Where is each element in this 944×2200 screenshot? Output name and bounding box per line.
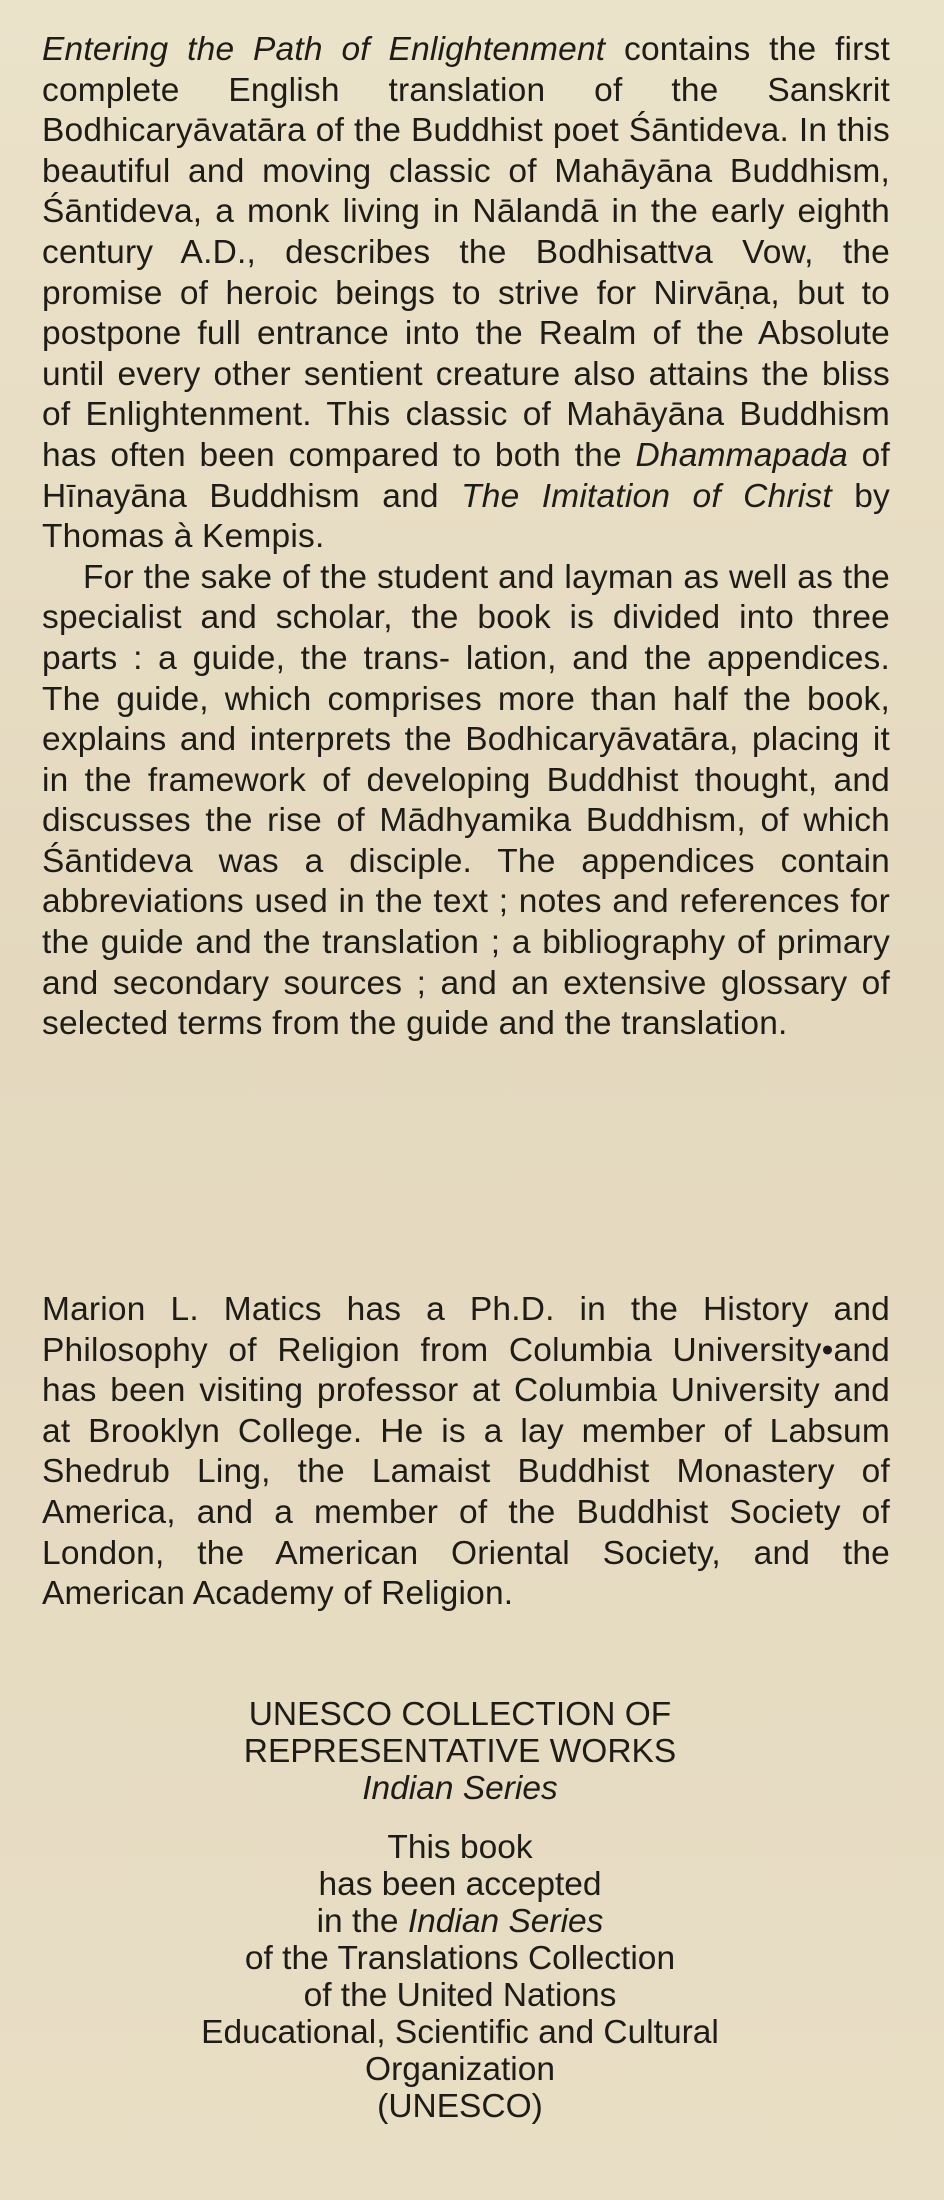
description-text: contains the first complete English translation of the Sanskrit Bodhicaryāvatāra of the Buddhist poet Śāntideva. In this beautiful and moving classic of Mahāyāna Buddhism, Śāntideva, a monk living in Nālandā in the early eighth century A.D., describes the Bodhisattva Vow, the promise of heroic beings to strive for Nirvāṇa, but to postpone full entrance into the Realm of the Absolute until every other sentient creature also attains the bliss of Enlightenment. This classic of Mahāyāna Buddhism has often been compared to both the — [42, 31, 890, 474]
acceptance-line: of the United Nations — [303, 1977, 617, 2014]
description-paragraph-2: For the sake of the student and layman as well as the specialist and scholar, the book is divided into three parts : a guide, the trans- lation, and the appendices. The guide, which comprises more than half the book, explains and interprets the Bodhicaryāvatāra, placing it in the framework of developing Buddhist thought, and discusses the rise of Mādhyamika Buddhism, of which Śāntideva was a disciple. The appendices contain abbreviations used in the text ; notes and references for the guide and the translation ; a bibliography of primary and secondary sources ; and an extensive glossary of selected terms from the guide and the translation. — [42, 558, 890, 1043]
unesco-heading — [140, 1696, 780, 1807]
acceptance-line: Educational, Scientific and Cultural — [201, 2014, 719, 2051]
acceptance-text: in the — [316, 1903, 408, 1940]
author-bio — [42, 1290, 890, 1615]
acceptance-line — [140, 1903, 780, 1940]
unesco-heading-line: UNESCO COLLECTION OF — [248, 1696, 672, 1733]
acceptance-line: (UNESCO) — [377, 2088, 543, 2125]
indian-series-italic: Indian Series — [407, 1903, 604, 1940]
acceptance-line: has been accepted — [318, 1866, 602, 1903]
description-text: of Hīnayāna Buddhism and — [42, 436, 890, 515]
acceptance-line: of the Translations Collection — [244, 1940, 676, 1977]
unesco-series: Indian Series — [362, 1770, 558, 1807]
imitation-of-christ-title: The Imitation of Christ — [461, 477, 832, 515]
dhammapada-title: Dhammapada — [635, 436, 848, 474]
unesco-notice — [140, 1696, 780, 2125]
unesco-acceptance — [140, 1829, 780, 2125]
book-title: Entering the Path of Enlightenment — [42, 31, 606, 68]
author-bio-text: Marion L. Matics has a Ph.D. in the History and Philosophy of Religion from Columbia University•and has been visiting professor at Columbia University and at Brooklyn College. He is a lay member of Labsum Shedrub Ling, the Lamaist Buddhist Monastery of America, and a member of the Buddhist Society of London, the American Oriental Society, and the American Academy of Religion. — [42, 1291, 890, 1613]
book-description — [42, 30, 890, 1045]
description-text: by Thomas à Kempis. — [42, 477, 890, 556]
unesco-heading-line: REPRESENTATIVE WORKS — [243, 1733, 677, 1770]
description-paragraph-1 — [42, 30, 890, 558]
acceptance-line: Organization — [365, 2051, 555, 2088]
acceptance-line: This book — [387, 1829, 533, 1866]
